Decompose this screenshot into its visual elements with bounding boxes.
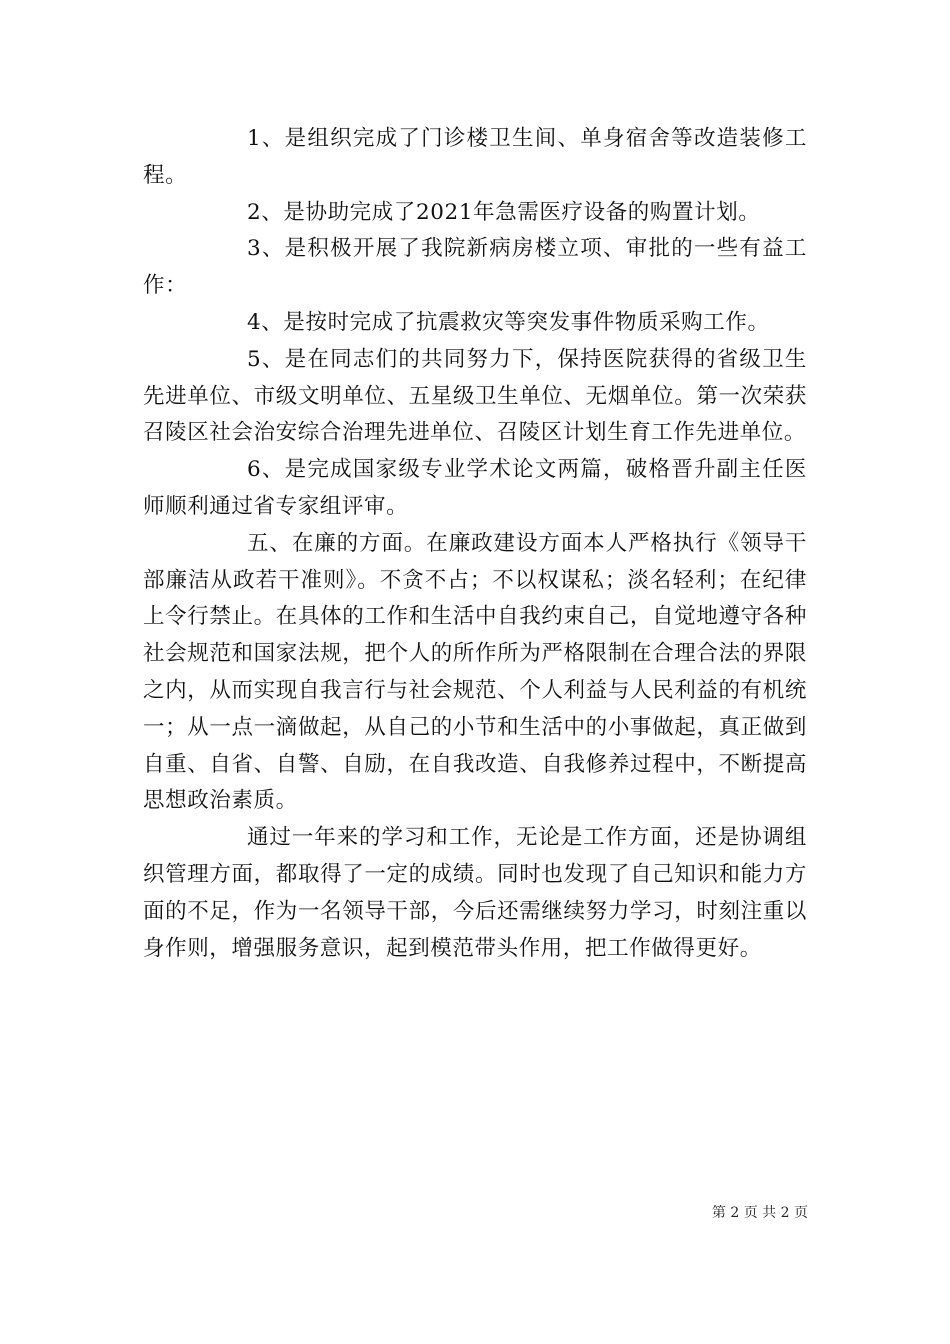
page-number: 第 2 页 共 2 页 [711,1205,808,1221]
paragraph-integrity-section: 五、在廉的方面。在廉政建设方面本人严格执行《领导干部廉洁从政若干准则》。不贪不占；不以权谋私；淡名轻利；在纪律上令行禁止。在具体的工作和生活中自我约束自己，自觉地遵守各种社会规范和国家法规，把个人的所作所为严格限制在合理合法的界限之内，从而实现自我言行与社会规范、个人利益与人民利益的有机统一；从一点一滴做起，从自己的小节和生活中的小事做起，真正做到自重、自省、自警、自励，在自我改造、自我修养过程中，不断提高思想政治素质。 [143,530,807,814]
paragraph-item-5: 5、是在同志们的共同努力下，保持医院获得的省级卫生先进单位、市级文明单位、五星级卫生单位、无烟单位。第一次荣获召陵区社会治安综合治理先进单位、召陵区计划生育工作先进单位。 [143,346,807,446]
paragraph-item-6: 6、是完成国家级专业学术论文两篇，破格晋升副主任医师顺利通过省专家组评审。 [143,457,807,519]
paragraph-item-3: 3、是积极开展了我院新病房楼立项、审批的一些有益工作： [143,236,807,299]
paragraph-item-4: 4、是按时完成了抗震救灾等突发事件物质采购工作。 [247,309,770,335]
document-body [143,121,807,967]
paragraph-item-2: 2、是协助完成了2021年急需医疗设备的购置计划。 [247,199,761,225]
paragraph-conclusion: 通过一年来的学习和工作，无论是工作方面，还是协调组织管理方面，都取得了一定的成绩。同时也发现了自己知识和能力方面的不足，作为一名领导干部，今后还需继续努力学习，时刻注重以身作则，增强服务意识，起到模范带头作用，把工作做得更好。 [143,825,807,961]
paragraph-item-1: 1、是组织完成了门诊楼卫生间、单身宿舍等改造装修工程。 [143,126,807,188]
